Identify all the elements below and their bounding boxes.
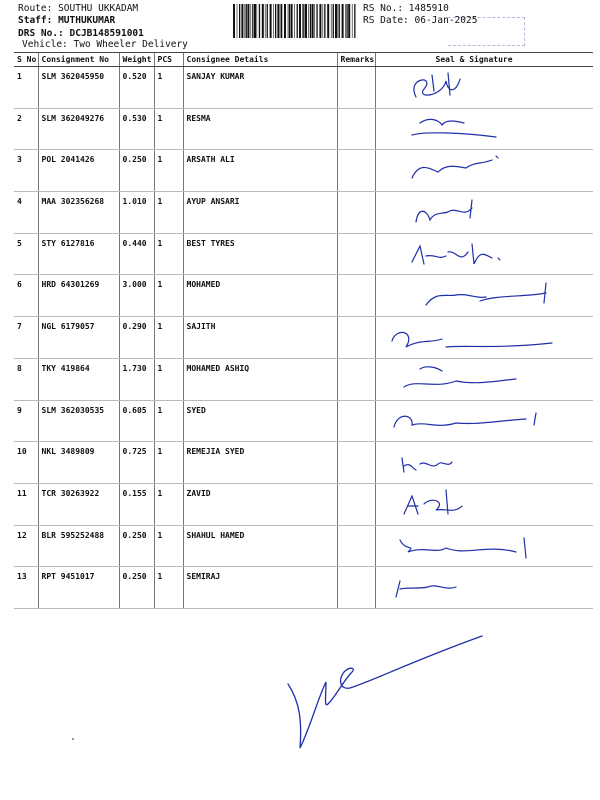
staff-value: MUTHUKUMAR (58, 15, 116, 26)
cell-signature (375, 150, 593, 192)
barcode-bar (277, 4, 279, 38)
cell-pcs: 1 (154, 567, 183, 609)
cell-consignee: SANJAY KUMAR (183, 67, 337, 109)
barcode-icon (232, 4, 356, 38)
table-row (14, 358, 593, 400)
table-row (14, 400, 593, 442)
cell-pcs: 1 (154, 525, 183, 567)
barcode-bar (273, 4, 274, 38)
cell-weight: 0.250 (119, 525, 154, 567)
cell-weight: 0.520 (119, 67, 154, 109)
barcode-bar (294, 4, 295, 38)
column-header: Remarks (337, 53, 375, 67)
barcode-bar (259, 4, 260, 38)
handwritten-signature (376, 67, 594, 107)
cell-signature (375, 567, 593, 609)
column-header: S No (14, 53, 38, 67)
barcode-bar (314, 4, 315, 38)
drs-value: DCJB148591001 (69, 28, 144, 39)
barcode-bar (280, 4, 281, 38)
rs-no-value: 1485910 (408, 3, 449, 14)
cell-weight: 0.530 (119, 108, 154, 150)
cell-remarks (337, 483, 375, 525)
cell-consignment: NKL 3489809 (38, 442, 119, 484)
cell-remarks (337, 150, 375, 192)
barcode-bar (288, 4, 289, 38)
cell-weight: 1.730 (119, 358, 154, 400)
staff-line (18, 15, 115, 27)
cell-remarks (337, 525, 375, 567)
table-row (14, 442, 593, 484)
table-row (14, 483, 593, 525)
barcode-bar (342, 4, 344, 38)
barcode-bar (246, 4, 247, 38)
cell-pcs: 1 (154, 442, 183, 484)
column-header: Consignment No (38, 53, 119, 67)
cell-weight: 1.010 (119, 192, 154, 234)
cell-sno: 9 (14, 400, 38, 442)
handwritten-signature (376, 275, 594, 315)
cell-pcs: 1 (154, 483, 183, 525)
cell-remarks (337, 400, 375, 442)
handwritten-signature (376, 192, 594, 232)
cell-sno: 6 (14, 275, 38, 317)
column-header: Consignee Details (183, 53, 337, 67)
barcode-bar (312, 4, 314, 38)
cell-pcs: 1 (154, 192, 183, 234)
column-header: PCS (154, 53, 183, 67)
barcode-bar (346, 4, 347, 38)
cell-signature (375, 233, 593, 275)
barcode-bar (310, 4, 311, 38)
cell-remarks (337, 233, 375, 275)
cell-weight: 0.155 (119, 483, 154, 525)
cell-pcs: 1 (154, 150, 183, 192)
barcode-bar (345, 4, 346, 38)
barcode-bar (297, 4, 298, 38)
rs-date-label: RS Date: (363, 15, 409, 26)
cell-sno: 8 (14, 358, 38, 400)
table-row (14, 275, 593, 317)
barcode-bar (241, 4, 243, 38)
barcode-bar (323, 4, 324, 38)
barcode-bar (335, 4, 337, 38)
cell-consignee: RESMA (183, 108, 337, 150)
cell-consignee: MOHAMED (183, 275, 337, 317)
vehicle-label: Vehicle: (22, 39, 68, 50)
table-row (14, 233, 593, 275)
barcode-bar (289, 4, 290, 38)
barcode-bar (262, 4, 264, 38)
cell-sno: 1 (14, 67, 38, 109)
cell-signature (375, 317, 593, 359)
cell-consignment: TCR 30263922 (38, 483, 119, 525)
cell-pcs: 1 (154, 67, 183, 109)
barcode-bar (352, 4, 353, 38)
vehicle-value: Two Wheeler Delivery (73, 39, 188, 50)
cell-consignee: SHAHUL HAMED (183, 525, 337, 567)
cell-consignment: SLM 362045950 (38, 67, 119, 109)
barcode-bar (339, 4, 340, 38)
vehicle-line (22, 39, 188, 51)
cell-sno: 11 (14, 483, 38, 525)
cell-consignment: MAA 302356268 (38, 192, 119, 234)
cell-consignment: SLM 362049276 (38, 108, 119, 150)
cell-pcs: 1 (154, 317, 183, 359)
handwritten-signature (376, 109, 594, 149)
cell-remarks (337, 275, 375, 317)
cell-weight: 0.440 (119, 233, 154, 275)
barcode-bar (348, 4, 350, 38)
handwritten-signature (376, 150, 594, 190)
cell-consignment: POL 2041426 (38, 150, 119, 192)
barcode-bar (251, 4, 252, 38)
handwritten-signature (376, 317, 594, 357)
barcode-bar (291, 4, 293, 38)
cell-remarks (337, 108, 375, 150)
cell-signature (375, 275, 593, 317)
cell-consignee: MOHAMED ASHIQ (183, 358, 337, 400)
barcode-bar (247, 4, 249, 38)
cell-consignee: SYED (183, 400, 337, 442)
cell-consignment: SLM 362030535 (38, 400, 119, 442)
cell-consignment: HRD 64301269 (38, 275, 119, 317)
cell-pcs: 1 (154, 358, 183, 400)
handwritten-signature (376, 442, 594, 482)
column-header: Weight (119, 53, 154, 67)
table-row (14, 525, 593, 567)
cell-weight: 0.725 (119, 442, 154, 484)
barcode-bar (245, 4, 246, 38)
barcode-bar (338, 4, 339, 38)
cell-remarks (337, 567, 375, 609)
barcode-bar (254, 4, 256, 38)
cell-pcs: 1 (154, 275, 183, 317)
cell-remarks (337, 442, 375, 484)
handwritten-signature (376, 567, 594, 607)
drs-label: DRS No.: (18, 28, 64, 39)
cell-consignee: SEMIRAJ (183, 567, 337, 609)
handwritten-signature (376, 484, 594, 524)
cell-remarks (337, 67, 375, 109)
barcode-bar (284, 4, 286, 38)
handwritten-signature (376, 234, 594, 274)
handwritten-signature (376, 359, 594, 399)
rs-no-line (363, 3, 449, 15)
cell-consignee: ARSATH ALI (183, 150, 337, 192)
cell-weight: 0.250 (119, 150, 154, 192)
column-header: Seal & Signature (375, 53, 593, 67)
barcode-bar (319, 4, 321, 38)
cell-weight: 0.605 (119, 400, 154, 442)
table-row (14, 150, 593, 192)
barcode-bar (237, 4, 238, 38)
cell-pcs: 1 (154, 108, 183, 150)
barcode-bar (267, 4, 268, 38)
cell-consignment: NGL 6179057 (38, 317, 119, 359)
cell-signature (375, 442, 593, 484)
barcode-bar (333, 4, 334, 38)
cell-weight: 0.250 (119, 567, 154, 609)
barcode-bar (252, 4, 253, 38)
rs-no-label: RS No.: (363, 3, 404, 14)
cell-sno: 12 (14, 525, 38, 567)
cell-remarks (337, 317, 375, 359)
table-row (14, 67, 593, 109)
barcode-bar (275, 4, 276, 38)
cell-remarks (337, 192, 375, 234)
cell-consignment: TKY 419864 (38, 358, 119, 400)
table-row (14, 192, 593, 234)
rs-date-line (363, 15, 477, 27)
cell-sno: 7 (14, 317, 38, 359)
cell-sno: 2 (14, 108, 38, 150)
barcode-bar (305, 4, 307, 38)
cell-remarks (337, 358, 375, 400)
barcode-bar (324, 4, 325, 38)
cell-sno: 13 (14, 567, 38, 609)
cell-consignee: ZAVID (183, 483, 337, 525)
cell-consignee: REMEJIA SYED (183, 442, 337, 484)
delivery-run-sheet-table (14, 52, 593, 609)
authorizing-signature (270, 632, 490, 762)
cell-sno: 5 (14, 233, 38, 275)
barcode-bar (233, 4, 235, 38)
cell-consignee: AYUP ANSARI (183, 192, 337, 234)
cell-signature (375, 525, 593, 567)
cell-consignee: SAJITH (183, 317, 337, 359)
barcode-bar (257, 4, 258, 38)
barcode-bar (239, 4, 240, 38)
rs-date-value: 06-Jan-2025 (414, 15, 478, 26)
table-row (14, 108, 593, 150)
barcode-bar (354, 4, 355, 38)
staff-label: Staff: (18, 15, 53, 26)
table-header-row (14, 53, 593, 67)
cell-signature (375, 358, 593, 400)
cell-sno: 10 (14, 442, 38, 484)
barcode-bar (331, 4, 332, 38)
cell-signature (375, 192, 593, 234)
barcode-bar (303, 4, 304, 38)
cell-signature (375, 67, 593, 109)
barcode-bar (308, 4, 309, 38)
barcode-bar (327, 4, 329, 38)
cell-pcs: 1 (154, 400, 183, 442)
table-row (14, 567, 593, 609)
cell-weight: 3.000 (119, 275, 154, 317)
barcode-bar (316, 4, 317, 38)
cell-signature (375, 400, 593, 442)
barcode-bar (299, 4, 301, 38)
barcode-bar (281, 4, 282, 38)
barcode-bar (265, 4, 266, 38)
stray-mark (72, 738, 74, 740)
cell-weight: 0.290 (119, 317, 154, 359)
route-line (18, 3, 138, 15)
handwritten-signature (376, 401, 594, 441)
cell-consignee: BEST TYRES (183, 233, 337, 275)
cell-signature (375, 108, 593, 150)
barcode-bar (302, 4, 303, 38)
route-value: SOUTHU UKKADAM (58, 3, 139, 14)
cell-signature (375, 483, 593, 525)
cell-pcs: 1 (154, 233, 183, 275)
cell-consignment: RPT 9451017 (38, 567, 119, 609)
cell-consignment: BLR 595252488 (38, 525, 119, 567)
cell-sno: 3 (14, 150, 38, 192)
cell-consignment: STY 6127816 (38, 233, 119, 275)
table-row (14, 317, 593, 359)
barcode-bar (270, 4, 272, 38)
cell-sno: 4 (14, 192, 38, 234)
route-label: Route: (18, 3, 53, 14)
handwritten-signature (376, 526, 594, 566)
